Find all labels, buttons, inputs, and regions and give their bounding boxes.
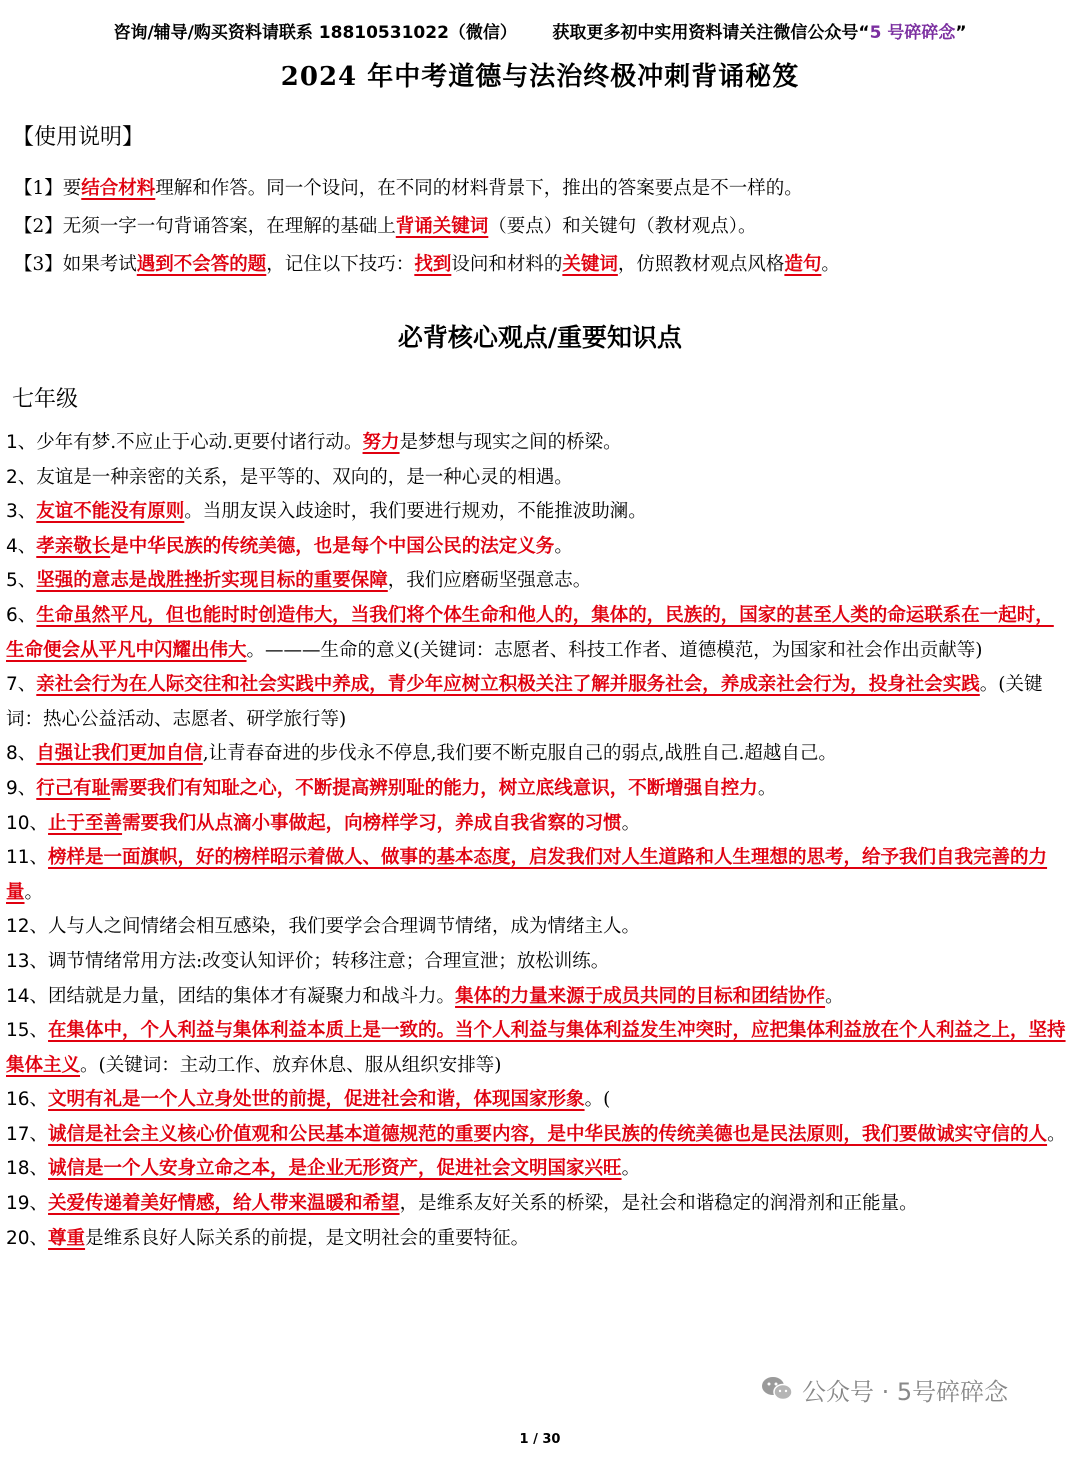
emphasis-text: 需要我们有知耻之心，不断提高辨别耻的能力，树立底线意识，不断增强自控力 <box>110 777 758 799</box>
key-phrase: 结合材料 <box>81 178 156 199</box>
point-number: 17、 <box>6 1123 49 1145</box>
point-number: 10、 <box>6 812 49 834</box>
knowledge-point-6 <box>6 599 1066 668</box>
key-phrase: 榜样是一面旗帜，好的榜样昭示着做人、做事的基本态度，启发我们对人生道路和人生理想的思考，给予我们自我完善的力量 <box>6 847 1048 903</box>
usage-text: ，仿照教材观点风格 <box>617 254 785 275</box>
account-name: 5 号碎碎念 <box>869 23 956 43</box>
point-number: 13、 <box>6 950 49 972</box>
key-phrase: 生命虽然平凡，但也能时时创造伟大，当我们将个体生命和他人的，集体的，民族的，国家的甚至人类的命运联系在一起时，生命便会从平凡中闪耀出伟大 <box>6 604 1054 661</box>
knowledge-point-11 <box>6 841 1066 910</box>
knowledge-point-13 <box>6 945 1066 980</box>
point-text: 。 <box>621 1158 641 1180</box>
usage-text: 【3】如果考试 <box>14 254 137 275</box>
point-number: 14、 <box>6 985 49 1007</box>
point-text: 。( <box>584 1089 611 1111</box>
knowledge-point-1 <box>6 426 1066 461</box>
knowledge-point-9 <box>6 772 1066 807</box>
emphasis-text: 是中华民族的传统美德，也是每个中国公民的法定义务 <box>110 535 555 557</box>
section-title: 必背核心观点/重要知识点 <box>397 323 683 352</box>
knowledge-point-2 <box>6 461 1066 496</box>
key-phrase: 关键词 <box>562 254 618 275</box>
point-number: 12、 <box>6 916 49 938</box>
point-text: 。(关键词：热心公益活动、志愿者、研学旅行等) <box>6 674 1043 730</box>
usage-item-1 <box>14 170 1070 208</box>
point-number: 16、 <box>6 1089 49 1111</box>
key-phrase: 诚信是一个人安身立命之本，是企业无形资产，促进社会文明国家兴旺 <box>48 1158 622 1180</box>
point-number: 3、 <box>6 501 37 523</box>
usage-text: 。 <box>821 254 840 275</box>
knowledge-point-19 <box>6 1187 1066 1222</box>
point-text: ，是维系友好关系的桥梁，是社会和谐稳定的润滑剂和正能量。 <box>399 1193 918 1215</box>
knowledge-point-16 <box>6 1083 1066 1118</box>
key-phrase: 造句 <box>784 254 822 275</box>
knowledge-point-10 <box>6 807 1066 842</box>
point-number: 15、 <box>6 1020 49 1042</box>
point-text: 。 <box>24 881 44 903</box>
point-number: 19、 <box>6 1193 49 1215</box>
key-phrase: 尊重 <box>48 1227 86 1249</box>
watermark <box>760 1372 1008 1406</box>
key-phrase: 孝亲敬长 <box>36 535 111 557</box>
key-phrase: 遇到不会答的题 <box>136 254 267 275</box>
usage-text: ，记住以下技巧： <box>266 254 415 275</box>
point-text: ,让青春奋进的步伐永不停息,我们要不断克服自己的弱点,战胜自己.超越自己。 <box>202 743 837 765</box>
knowledge-point-20 <box>6 1222 1066 1257</box>
usage-text: 【1】要 <box>14 178 82 199</box>
key-phrase: 文明有礼是一个人立身处世的前提，促进社会和谐，体现国家形象 <box>48 1089 585 1111</box>
point-number: 20、 <box>6 1227 49 1249</box>
key-phrase: 坚强的意志是战胜挫折实现目标的重要保障 <box>36 570 388 592</box>
knowledge-point-18 <box>6 1152 1066 1187</box>
knowledge-points-list <box>6 426 1066 1256</box>
knowledge-point-7 <box>6 668 1066 737</box>
page-number: 1 / 30 <box>519 1432 561 1447</box>
usage-text: 理解和作答。同一个设问，在不同的材料背景下，推出的答案要点是不一样的。 <box>155 178 803 199</box>
point-number: 5、 <box>6 570 37 592</box>
key-phrase: 亲社会行为在人际交往和社会实践中养成，青少年应树立积极关注了解并服务社会，养成亲社会行为，投身社会实践 <box>36 674 980 696</box>
key-phrase: 诚信是社会主义核心价值观和公民基本道德规范的重要内容，是中华民族的传统美德也是民法原则，我们要做诚实守信的人 <box>48 1123 1048 1145</box>
knowledge-point-17 <box>6 1118 1066 1153</box>
point-text: 。 <box>1047 1123 1066 1145</box>
usage-heading: 【使用说明】 <box>12 125 145 150</box>
point-text: 少年有梦.不应止于心动.更要付诸行动。 <box>36 432 363 453</box>
watermark-text: 公众号 · 5号碎碎念 <box>802 1377 1009 1406</box>
key-phrase: 关爱传递着美好情感，给人带来温暖和希望 <box>48 1193 400 1215</box>
point-text: 是梦想与现实之间的桥梁。 <box>399 432 622 453</box>
key-phrase: 止于至善 <box>48 812 123 834</box>
point-text: 人与人之间情绪会相互感染，我们要学会合理调节情绪，成为情绪主人。 <box>48 916 641 938</box>
wechat-icon <box>760 1374 794 1404</box>
point-text: 。当朋友误入歧途时，我们要进行规劝，不能推波助澜。 <box>184 501 647 523</box>
point-text: 友谊是一种亲密的关系，是平等的、双向的，是一种心灵的相遇。 <box>36 466 573 488</box>
contact-info: 咨询/辅导/购买资料请联系 18810531022（微信） <box>113 23 517 43</box>
key-phrase: 找到 <box>414 254 452 275</box>
point-text: 。(关键词：主动工作、放弃休息、服从组织安排等) <box>80 1054 502 1076</box>
knowledge-point-12 <box>6 910 1066 945</box>
point-text: 。 <box>757 777 777 799</box>
usage-item-2 <box>14 208 1070 246</box>
usage-item-3 <box>14 246 1070 284</box>
key-phrase: 努力 <box>362 432 400 453</box>
usage-text: （要点）和关键句（教材观点）。 <box>488 216 757 237</box>
usage-instructions <box>14 170 1070 284</box>
point-text: 团结就是力量，团结的集体才有凝聚力和战斗力。 <box>48 985 456 1007</box>
point-number: 8、 <box>6 743 37 765</box>
point-text: 。———生命的意义(关键词：志愿者、科技工作者、道德模范，为国家和社会作出贡献等) <box>246 639 983 661</box>
point-number: 1、 <box>6 432 37 453</box>
header-bar <box>0 18 1080 43</box>
knowledge-point-15 <box>6 1014 1066 1083</box>
knowledge-point-4 <box>6 530 1066 565</box>
key-phrase: 友谊不能没有原则 <box>36 501 185 523</box>
point-text: 。 <box>621 812 641 834</box>
point-text: ，我们应磨砺坚强意志。 <box>387 570 592 592</box>
point-text: 是维系良好人际关系的前提，是文明社会的重要特征。 <box>85 1227 530 1249</box>
point-number: 7、 <box>6 674 37 696</box>
knowledge-point-5 <box>6 564 1066 599</box>
key-phrase: 集体的力量来源于成员共同的目标和团结协作 <box>455 985 826 1007</box>
key-phrase: 行己有耻 <box>36 777 111 799</box>
point-number: 18、 <box>6 1158 49 1180</box>
emphasis-text: 需要我们从点滴小事做起，向榜样学习，养成自我省察的习惯 <box>122 812 622 834</box>
point-number: 6、 <box>6 604 37 626</box>
point-number: 11、 <box>6 847 49 869</box>
knowledge-point-3 <box>6 495 1066 530</box>
usage-text: 设问和材料的 <box>451 254 563 275</box>
point-number: 2、 <box>6 466 37 488</box>
knowledge-point-8 <box>6 737 1066 772</box>
knowledge-point-14 <box>6 980 1066 1015</box>
follow-suffix: ” <box>955 23 967 43</box>
point-number: 4、 <box>6 535 37 557</box>
follow-prefix: 获取更多初中实用资料请关注微信公众号“ <box>552 23 870 43</box>
point-text: 调节情绪常用方法:改变认知评价；转移注意；合理宣泄；放松训练。 <box>48 950 610 972</box>
document-title: 2024 年中考道德与法治终极冲刺背诵秘笈 <box>280 62 800 92</box>
key-phrase: 在集体中，个人利益与集体利益本质上是一致的。当个人利益与集体利益发生冲突时，应把集体利益放在个人利益之上，坚持集体主义 <box>6 1020 1066 1076</box>
key-phrase: 背诵关键词 <box>395 216 489 237</box>
usage-text: 【2】无须一字一句背诵答案，在理解的基础上 <box>14 216 396 237</box>
point-text: 。 <box>554 535 573 557</box>
key-phrase: 自强让我们更加自信 <box>36 743 203 765</box>
point-number: 9、 <box>6 777 37 799</box>
grade-label: 七年级 <box>12 387 79 412</box>
point-text: 。 <box>825 985 844 1007</box>
